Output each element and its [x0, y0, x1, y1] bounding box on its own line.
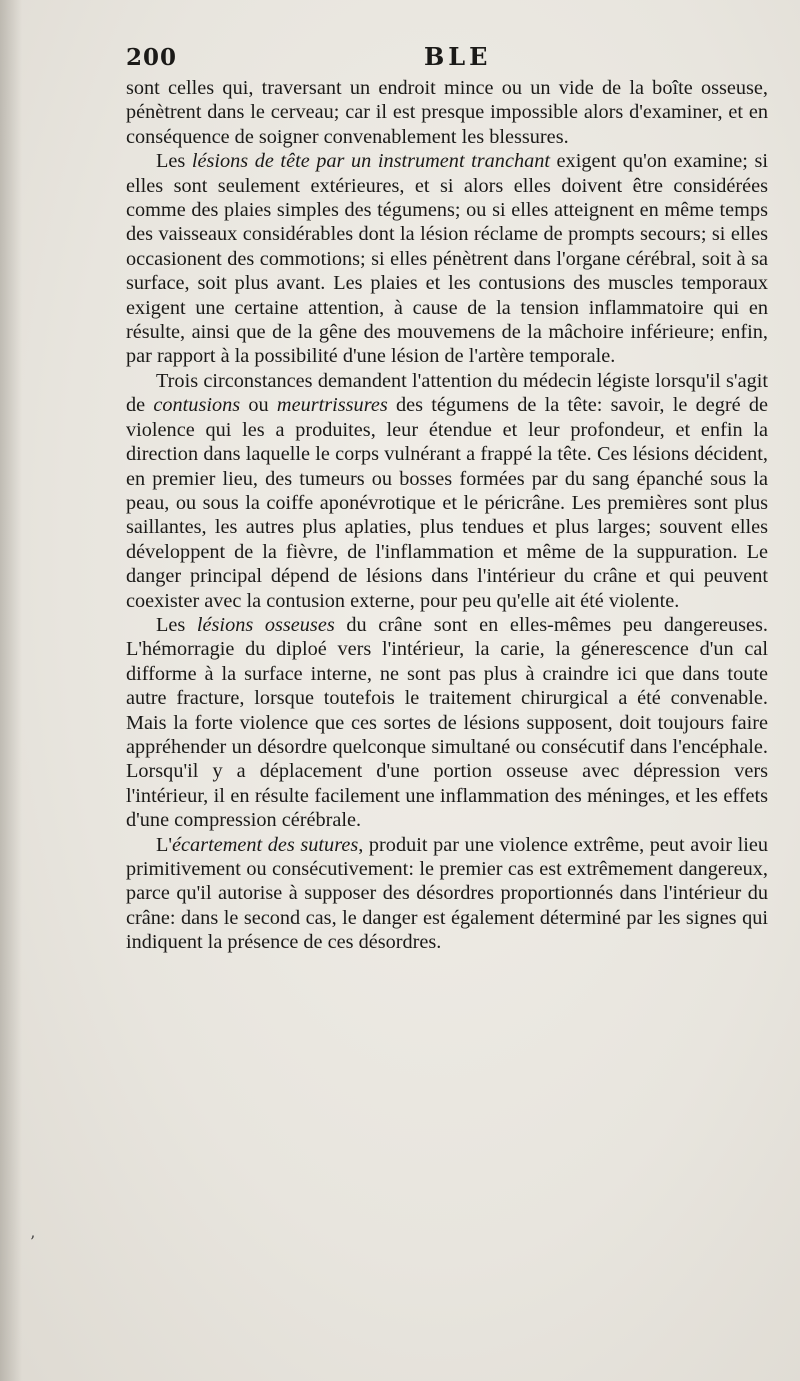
running-head: BLE: [424, 42, 492, 71]
emphasis-term: contusions: [153, 394, 241, 417]
emphasis-term: écartement des sutures: [172, 833, 359, 856]
paragraph-bone-lesions: Les lésions osseuses du crâne sont en elles-mêmes peu dangereuses. L'hémorragie du diploé vers l'intérieur, la carie, la génerescence d'un cal difforme à la surface interne, ne sont pas plus à craindre ici que dans toute autre fracture, lorsque toutefois le traitement chirurgical a été convenable. Mais la forte violence que ces sortes de lésions supposent, doit toujours faire appréhender un désordre quelconque simultané ou consécutif dans l'encéphale. Lorsqu'il y a déplacement d'une portion osseuse avec dépression vers l'intérieur, il en résulte facilement une inflammation des méninges, et les effets d'une compression cérébrale.: [126, 613, 768, 832]
page-gutter-shadow: [0, 0, 22, 1381]
emphasis-term: lésions osseuses: [196, 613, 335, 636]
page-number: 200: [126, 44, 178, 71]
emphasis-term: lésions de tête par un instrument tranchant: [191, 150, 550, 173]
paragraph-continuation: sont celles qui, traversant un endroit mince ou un vide de la boîte osseuse, pénètrent dans le cerveau; car il est presque impossible alors d'examiner, et en conséquence de soigner convenablement les blessures.: [126, 77, 768, 148]
paragraph-sutures: L'écartement des sutures, produit par une violence extrême, peut avoir lieu primitivement ou consécutivement: le premier cas est extrêmement dangereux, parce qu'il autorise à supposer des désordres proportionnés dans l'intérieur du crâne: dans le second cas, le danger est également déterminé par les signes qui indiquent la présence de ces désordres.: [126, 833, 768, 954]
margin-mark: ’: [30, 1232, 36, 1251]
emphasis-term: meurtrissures: [276, 394, 388, 417]
paragraph-head-wounds: Les lésions de tête par un instrument tranchant exigent qu'on examine; si elles sont seulement extérieures, et si alors elles doivent être considérées comme des plaies simples des tégumens; ou si elles atteignent en même temps des vaisseaux considérables dont la lésion réclame de prompts secours; si elles occasionent des commotions; si elles pénètrent dans l'organe cérébral, soit à sa surface, soit plus avant. Les plaies et les contusions des muscles temporaux exigent une certaine attention, à cause de la tension inflammatoire qui en résulte, ainsi que de la gêne des mouvemens de la mâchoire inférieure; enfin, par rapport à la possibilité d'une lésion de l'artère temporale.: [126, 150, 768, 368]
page-header: [126, 40, 768, 80]
body-text: [126, 76, 768, 955]
paragraph-contusions: Trois circonstances demandent l'attention du médecin légiste lorsqu'il s'agit de contusions ou meurtrissures des tégumens de la tête: savoir, le degré de violence qui les a produites, leur étendue et leur profondeur, et enfin la direction dans laquelle le corps vulnérant a frappé la tête. Ces lésions décident, en premier lieu, des tumeurs ou bosses formées par du sang épanché sous la peau, ou sous la coiffe aponévrotique et le péricrâne. Les premières sont plus saillantes, les autres plus aplaties, plus tendues et plus larges; souvent elles développent de la fièvre, de l'inflammation et même de la suppuration. Le danger principal dépend de lésions dans l'intérieur du crâne et qui peuvent coexister avec la contusion externe, pour peu qu'elle ait été violente.: [126, 369, 768, 612]
